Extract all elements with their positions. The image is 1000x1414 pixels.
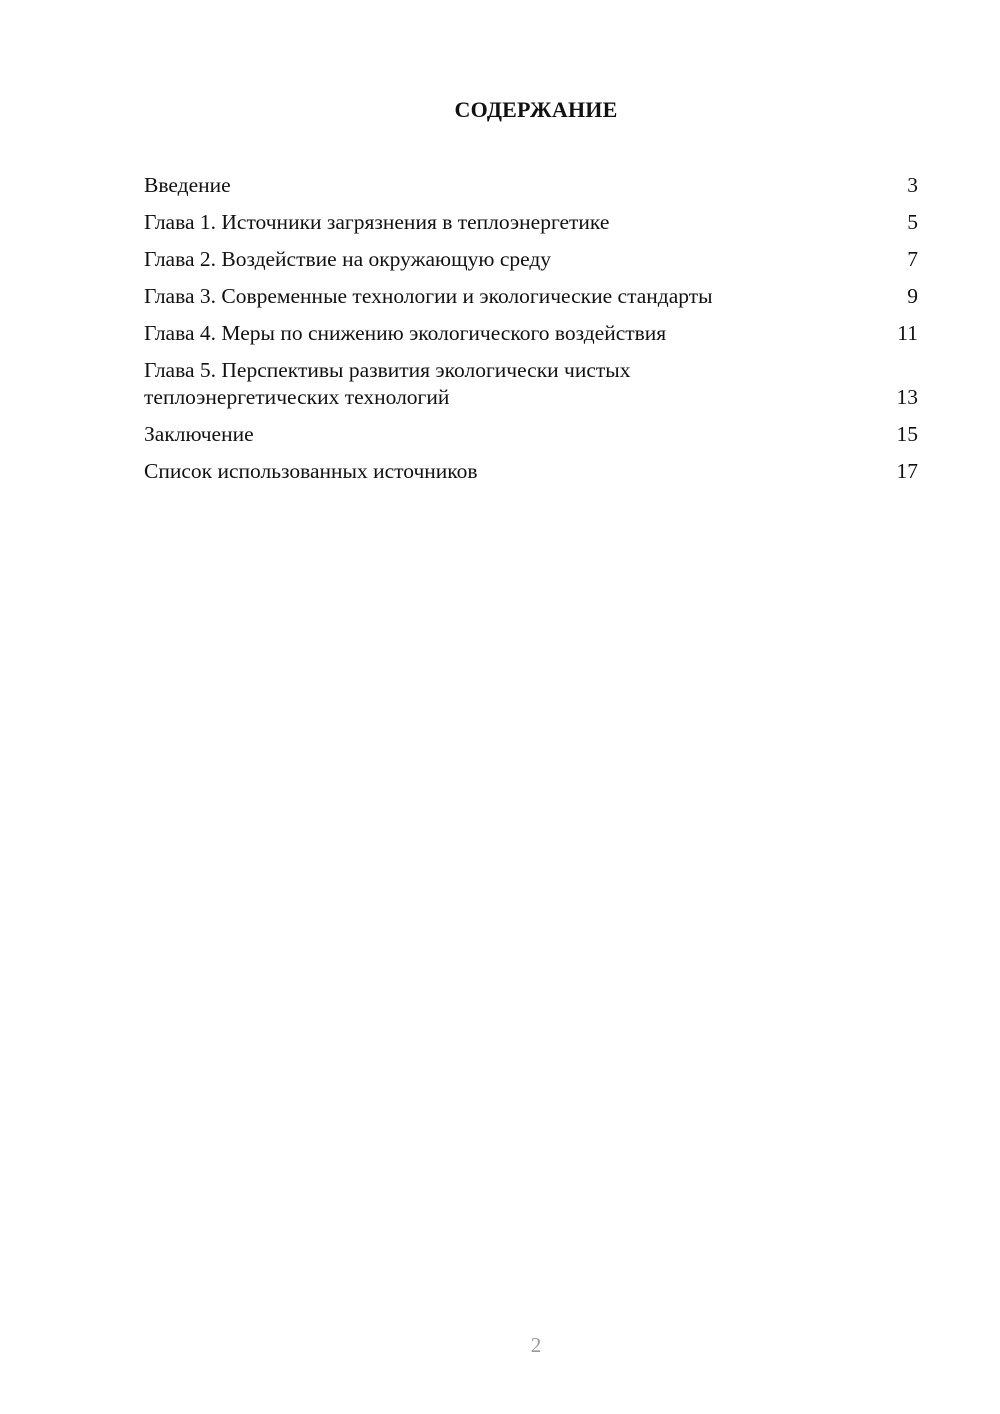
toc-entry-text	[144, 172, 907, 199]
toc-entry-conclusion	[144, 421, 918, 448]
toc-page-number: 7	[907, 247, 918, 271]
toc-entry-text	[144, 357, 897, 411]
toc-entry-chapter-2	[144, 246, 918, 273]
toc-entry-chapter-5	[144, 357, 918, 411]
toc-page-number: 9	[907, 284, 918, 308]
page-title: СОДЕРЖАНИЕ	[454, 97, 618, 122]
toc-entry-chapter-3	[144, 283, 918, 310]
toc-page-number: 13	[896, 385, 918, 409]
toc-entry-introduction	[144, 172, 918, 199]
toc-page-number: 17	[896, 459, 918, 483]
toc-page-number: 11	[897, 321, 918, 345]
toc-page-number: 15	[896, 422, 918, 446]
toc-entry-line: Глава 1. Источники загрязнения в теплоэнергетике	[144, 210, 610, 234]
toc-page-number: 5	[907, 210, 918, 234]
page-number: 2	[530, 1333, 542, 1357]
toc-entry-chapter-1	[144, 209, 918, 236]
toc-entry-text	[144, 246, 907, 273]
toc-entry-line: Глава 2. Воздействие на окружающую среду	[144, 247, 552, 271]
toc-entry-line: Введение	[144, 173, 231, 197]
toc-entry-text	[144, 209, 907, 236]
table-of-contents	[144, 172, 918, 495]
toc-entry-line: Список использованных источников	[144, 459, 478, 483]
toc-page-number: 3	[907, 173, 918, 197]
toc-entry-text	[144, 458, 897, 485]
toc-entry-line: Глава 3. Современные технологии и экологические стандарты	[144, 284, 713, 308]
toc-entry-text	[144, 421, 897, 448]
toc-entry-text	[144, 283, 907, 310]
toc-entry-references	[144, 458, 918, 485]
toc-entry-line: Глава 4. Меры по снижению экологического воздействия	[144, 321, 667, 345]
toc-entry-chapter-4	[144, 320, 918, 347]
toc-entry-text	[144, 320, 897, 347]
toc-entry-line: Заключение	[144, 422, 254, 446]
toc-entry-line: Глава 5. Перспективы развития экологически чистых	[144, 358, 631, 382]
toc-entry-line: теплоэнергетических технологий	[144, 385, 450, 409]
